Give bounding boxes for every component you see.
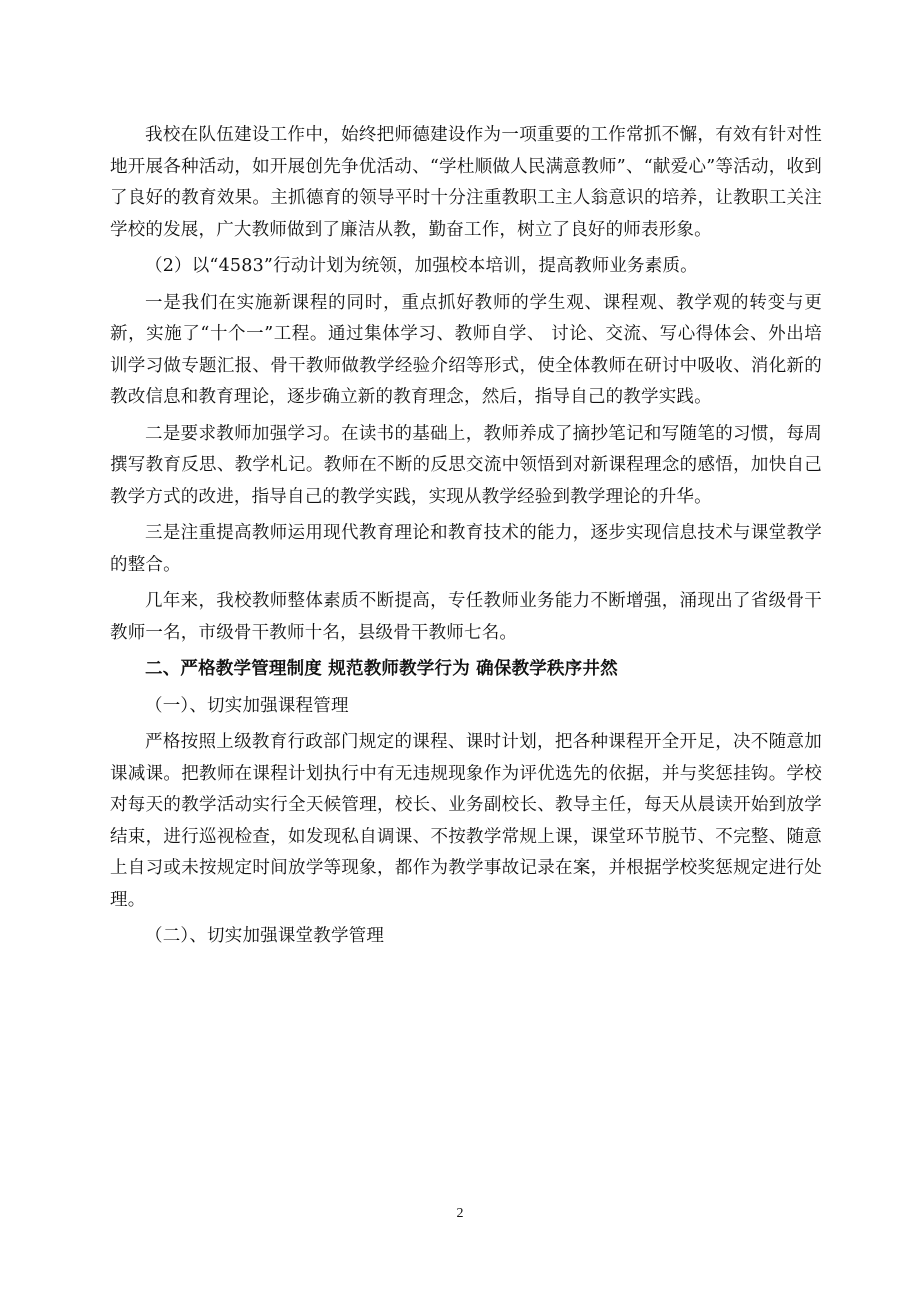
paragraph-new-curriculum: 一是我们在实施新课程的同时，重点抓好教师的学生观、课程观、教学观的转变与更新，实施了“十个一”工程。通过集体学习、教师自学、 讨论、交流、写心得体会、外出培训学习做专题汇报、骨干教师做教学经验介绍等形式，使全体教师在研讨中吸收、消化新的教改信息和教育理论，逐步确立新的教育理念，然后，指导自己的教学实践。 bbox=[110, 292, 822, 407]
paragraph-teacher-ethics: 我校在队伍建设工作中，始终把师德建设作为一项重要的工作常抓不懈，有效有针对性地开展各种活动，如开展创先争优活动、“学杜顺做人民满意教师”、“献爱心”等活动，收到了良好的教育效果。主抓德育的领导平时十分注重教职工主人翁意识的培养，让教职工关注学校的发展，广大教师做到了廉洁从教，勤奋工作，树立了良好的师表形象。 bbox=[110, 125, 822, 240]
subheading-curriculum-management: （一）、切实加强课程管理 bbox=[145, 695, 349, 716]
document-body bbox=[110, 120, 822, 953]
paragraph-teacher-study: 二是要求教师加强学习。在读书的基础上，教师养成了摘抄笔记和写随笔的习惯，每周撰写教育反思、教学札记。教师在不断的反思交流中领悟到对新课程理念的感悟，加快自己教学方式的改进，指导自己的教学实践，实现从教学经验到教学理论的升华。 bbox=[110, 423, 822, 507]
subheading-classroom-management: （二）、切实加强课堂教学管理 bbox=[145, 926, 385, 946]
paragraph-teacher-quality: 几年来，我校教师整体素质不断提高，专任教师业务能力不断增强，涌现出了省级骨干教师一名，市级骨干教师十名，县级骨干教师七名。 bbox=[110, 591, 822, 643]
paragraph-curriculum-rules: 严格按照上级教育行政部门规定的课程、课时计划，把各种课程开全开足，决不随意加课减课。把教师在课程计划执行中有无违规现象作为评优选先的依据，并与奖惩挂钩。学校对每天的教学活动实行全天候管理，校长、业务副校长、教导主任，每天从晨读开始到放学结束，进行巡视检查，如发现私自调课、不按教学常规上课，课堂环节脱节、不完整、随意上自习或未按规定时间放学等现象，都作为教学事故记录在案，并根据学校奖惩规定进行处理。 bbox=[110, 732, 822, 910]
page-number: 2 bbox=[456, 1206, 464, 1221]
section-heading-teaching-management: 二、严格教学管理制度 规范教师教学行为 确保教学秩序井然 bbox=[145, 659, 618, 679]
paragraph-education-technology: 三是注重提高教师运用现代教育理论和教育技术的能力，逐步实现信息技术与课堂教学的整合。 bbox=[110, 523, 822, 575]
paragraph-action-plan: （2）以“4583”行动计划为统领，加强校本培训，提高教师业务素质。 bbox=[145, 256, 698, 276]
